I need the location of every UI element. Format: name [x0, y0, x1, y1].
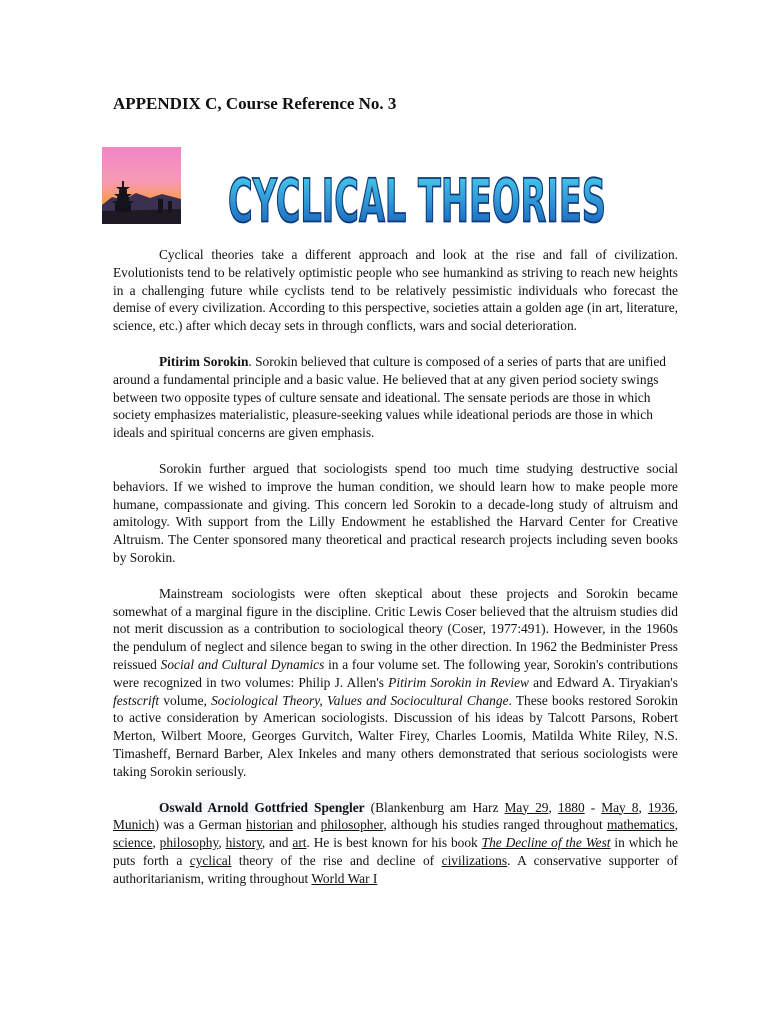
link-philosopher[interactable]: philosopher — [320, 817, 384, 833]
spengler-text-7: and — [292, 817, 321, 833]
link-may-8[interactable]: May 8 — [601, 799, 639, 815]
spengler-text-15: theory of the rise and decline of — [231, 852, 442, 868]
spengler-text-5: , — [674, 799, 678, 815]
spengler-text-1: (Blankenburg am Harz — [364, 799, 505, 815]
altruism-text: Sorokin further argued that sociologists spend too much time studying destructive social behaviors. If we wished to improve the human condition, we should learn how to make people more humane, compassionate and giving. This concern led Sorokin to a decade-long study of altruism and amitology. With support from the Lilly Endowment he established the Harvard Center for Creative Altruism. The Center sponsored many theoretical and practical research projects including seven books by Sorokin. — [113, 460, 678, 565]
cyclical-theories-wordart — [222, 158, 612, 237]
reception-text-5: . These books restored Sorokin to active consideration by American sociologists. Discussion of his ideas by Talcott Parsons, Robert Merton, Wilbert Moore, Georges Gurvitch, Walter Firey, Charles Loomis, Matilda White Riley, N.S. Timasheff, Bernard Barber, Alex Inkeles and many others demonstrated that serious sociologists were taking Sorokin seriously. — [113, 692, 678, 779]
spengler-text-2: , — [548, 799, 558, 815]
wordart-title: CYCLICAL THEORIES — [227, 166, 606, 237]
paragraph-sorokin — [113, 353, 678, 442]
spengler-text-10: , — [152, 835, 160, 851]
link-science[interactable]: science — [113, 835, 153, 851]
paragraph-intro-text: Cyclical theories take a different approach and look at the rise and fall of civilization. Evolutionists tend to be relatively optimistic people who see humankind as striving to reach new heights in a challenging future while cyclists tend to be relatively pessimistic individuals who forecast the demise of every civilization. According to this perspective, societies attain a golden age (in art, literature, science, etc.) after which decay sets in through conflicts, wars and social deterioration. — [113, 247, 678, 334]
spengler-text-11: , — [218, 835, 226, 851]
paragraph-altruism — [113, 460, 678, 567]
link-1936[interactable]: 1936 — [647, 799, 675, 815]
sorokin-text: . Sorokin believed that culture is composed of a series of parts that are unified around a fundamental principle and a basic value. He believed that at any given period society swings between two opposite types of culture sensate and ideational. The sensate periods are those in which society emphasizes materialistic, pleasure-seeking values while ideational periods are those in which ideals and spiritual concerns are given emphasis. — [113, 353, 666, 441]
link-cyclical[interactable]: cyclical — [189, 852, 232, 868]
link-philosophy[interactable]: philosophy — [159, 835, 219, 851]
link-historian[interactable]: historian — [245, 817, 293, 833]
spengler-text-6: ) was a German — [154, 817, 246, 833]
paragraph-spengler — [113, 799, 678, 888]
spengler-text-8: , although his studies ranged throughout — [383, 817, 607, 833]
book-title-dynamics: Social and Cultural Dynamics — [160, 656, 325, 672]
reception-text-3: and Edward A. Tiryakian's — [528, 674, 678, 690]
pagoda-sunset-image — [102, 147, 181, 224]
sorokin-lead: Pitirim Sorokin — [159, 353, 249, 369]
link-may-29[interactable]: May 29 — [504, 799, 549, 815]
link-decline-of-the-west[interactable]: The Decline of the West — [481, 835, 611, 851]
spengler-text-13: . He is best known for his book — [306, 835, 482, 851]
link-history[interactable]: history — [225, 835, 262, 851]
document-body — [113, 246, 678, 888]
spengler-text-9: , — [674, 817, 679, 833]
reception-text-4: volume, — [159, 692, 212, 708]
reception-text-1: Mainstream sociologists were often skeptical about these projects and Sorokin became somewhat of a marginal figure in the discipline. Critic Lewis Coser believed that the altruism studies did not merit discussion as a contribution to sociological theory (Coser, 1977:491). However, in the 1960s the pendulum of neglect and silence began to swing in the other direction. In 1962 the Bedminister Press reissued — [113, 585, 678, 672]
spengler-text-14: in which he puts forth a — [113, 835, 678, 868]
link-world-war-1[interactable]: World War I — [311, 870, 378, 886]
link-art[interactable]: art — [292, 835, 307, 851]
spengler-text-16: . A conservative supporter of authoritarianism, writing throughout — [113, 852, 678, 886]
festscrift-term: festscrift — [113, 692, 160, 708]
link-1880[interactable]: 1880 — [557, 799, 585, 815]
spengler-text-12: , and — [261, 835, 293, 851]
spengler-lead: Oswald Arnold Gottfried Spengler — [159, 799, 365, 815]
appendix-heading: APPENDIX C, Course Reference No. 3 — [113, 94, 397, 113]
book-title-review: Pitirim Sorokin in Review — [388, 674, 529, 690]
paragraph-intro — [113, 246, 678, 335]
link-munich[interactable]: Munich — [113, 817, 155, 833]
reception-text-2: in a four volume set. The following year, Sorokin's contributions were recognized in two volumes: Philip J. Allen's — [113, 656, 678, 690]
paragraph-reception — [113, 585, 678, 781]
book-title-theory: Sociological Theory, Values and Sociocultural Change — [211, 692, 509, 708]
link-mathematics[interactable]: mathematics — [606, 817, 675, 833]
spengler-text-4: , — [638, 799, 648, 815]
spengler-text-3: - — [584, 799, 602, 815]
link-civilizations[interactable]: civilizations — [441, 852, 508, 868]
